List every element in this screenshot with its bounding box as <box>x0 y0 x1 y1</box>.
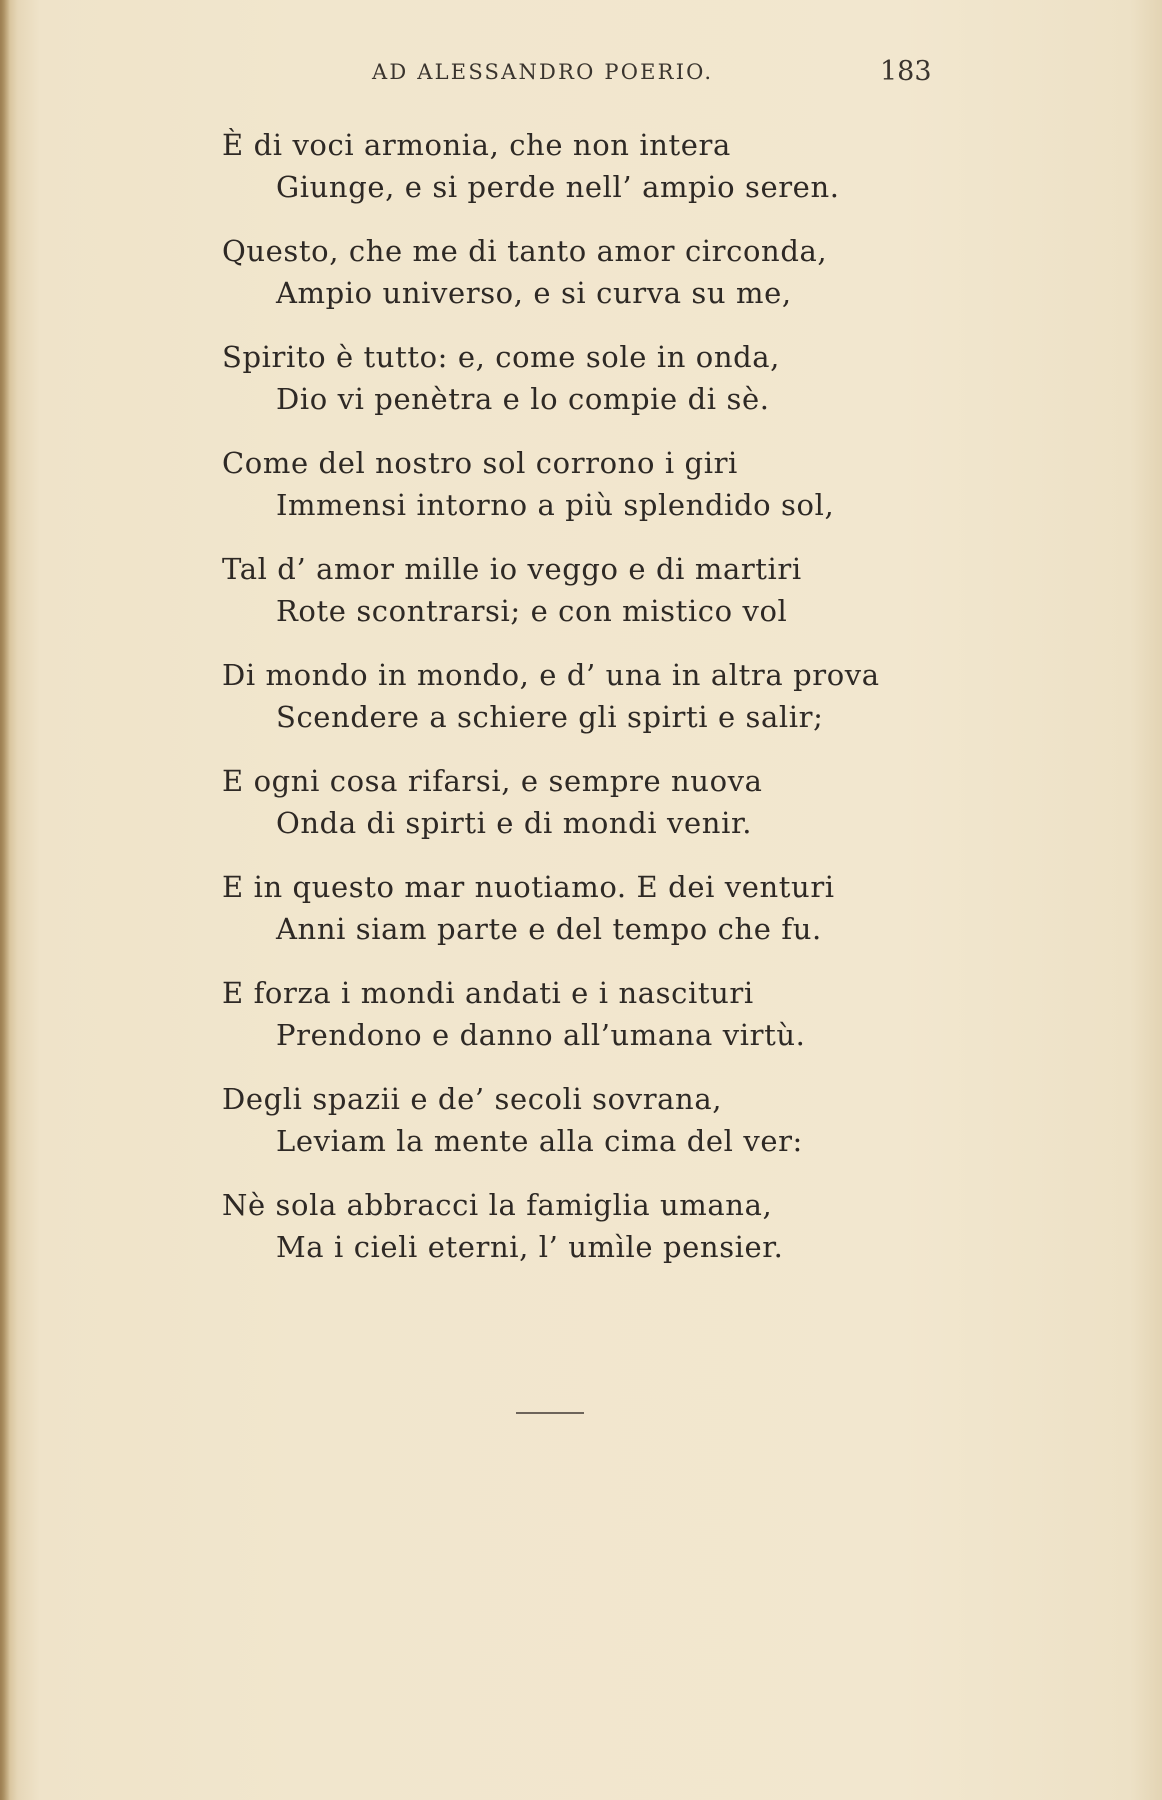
verse-line-indented: Ampio universo, e si curva su me, <box>276 276 792 310</box>
stanza <box>222 230 942 314</box>
gutter-shadow <box>0 0 10 1800</box>
verse-line-indented: Dio vi penètra e lo compie di sè. <box>276 382 770 416</box>
stanza <box>222 972 942 1056</box>
verse-line: Spirito è tutto: e, come sole in onda, <box>222 340 780 374</box>
verse-line: Come del nostro sol corrono i giri <box>222 446 738 480</box>
stanza <box>222 1184 942 1268</box>
verse-line-indented: Immensi intorno a più splendido sol, <box>276 488 835 522</box>
stanza <box>222 654 942 738</box>
verse-line-indented: Leviam la mente alla cima del ver: <box>276 1124 803 1158</box>
verse-line: E in questo mar nuotiamo. E dei venturi <box>222 870 835 904</box>
verse-line-indented: Giunge, e si perde nell’ ampio seren. <box>276 170 840 204</box>
verse-line: E ogni cosa rifarsi, e sempre nuova <box>222 764 763 798</box>
stanza <box>222 442 942 526</box>
verse-line: E forza i mondi andati e i nascituri <box>222 976 754 1010</box>
closing-rule <box>516 1412 584 1414</box>
stanza <box>222 1078 942 1162</box>
verse-line-indented: Scendere a schiere gli spirti e salir; <box>276 700 824 734</box>
verse-line: Di mondo in mondo, e d’ una in altra prova <box>222 658 880 692</box>
verse-line: Tal d’ amor mille io veggo e di martiri <box>222 552 802 586</box>
verse-line-indented: Onda di spirti e di mondi venir. <box>276 806 753 840</box>
verse-line-indented: Ma i cieli eterni, l’ umìle pensier. <box>276 1230 784 1264</box>
verse-line: Degli spazii e de’ secoli sovrana, <box>222 1082 723 1116</box>
verse-line-indented: Prendono e danno all’umana virtù. <box>276 1018 806 1052</box>
verse-line: Nè sola abbracci la famiglia umana, <box>222 1188 773 1222</box>
stanza <box>222 760 942 844</box>
verse-line: È di voci armonia, che non intera <box>222 128 731 162</box>
stanza <box>222 124 942 208</box>
page-number: 183 <box>880 56 932 87</box>
stanza <box>222 548 942 632</box>
verse-line-indented: Rote scontrarsi; e con mistico vol <box>276 594 788 628</box>
verse-line-indented: Anni siam parte e del tempo che fu. <box>276 912 822 946</box>
poem <box>222 124 942 1290</box>
stanza <box>222 336 942 420</box>
running-head: AD ALESSANDRO POERIO. <box>372 60 714 84</box>
verse-line: Questo, che me di tanto amor circonda, <box>222 234 828 268</box>
stanza <box>222 866 942 950</box>
